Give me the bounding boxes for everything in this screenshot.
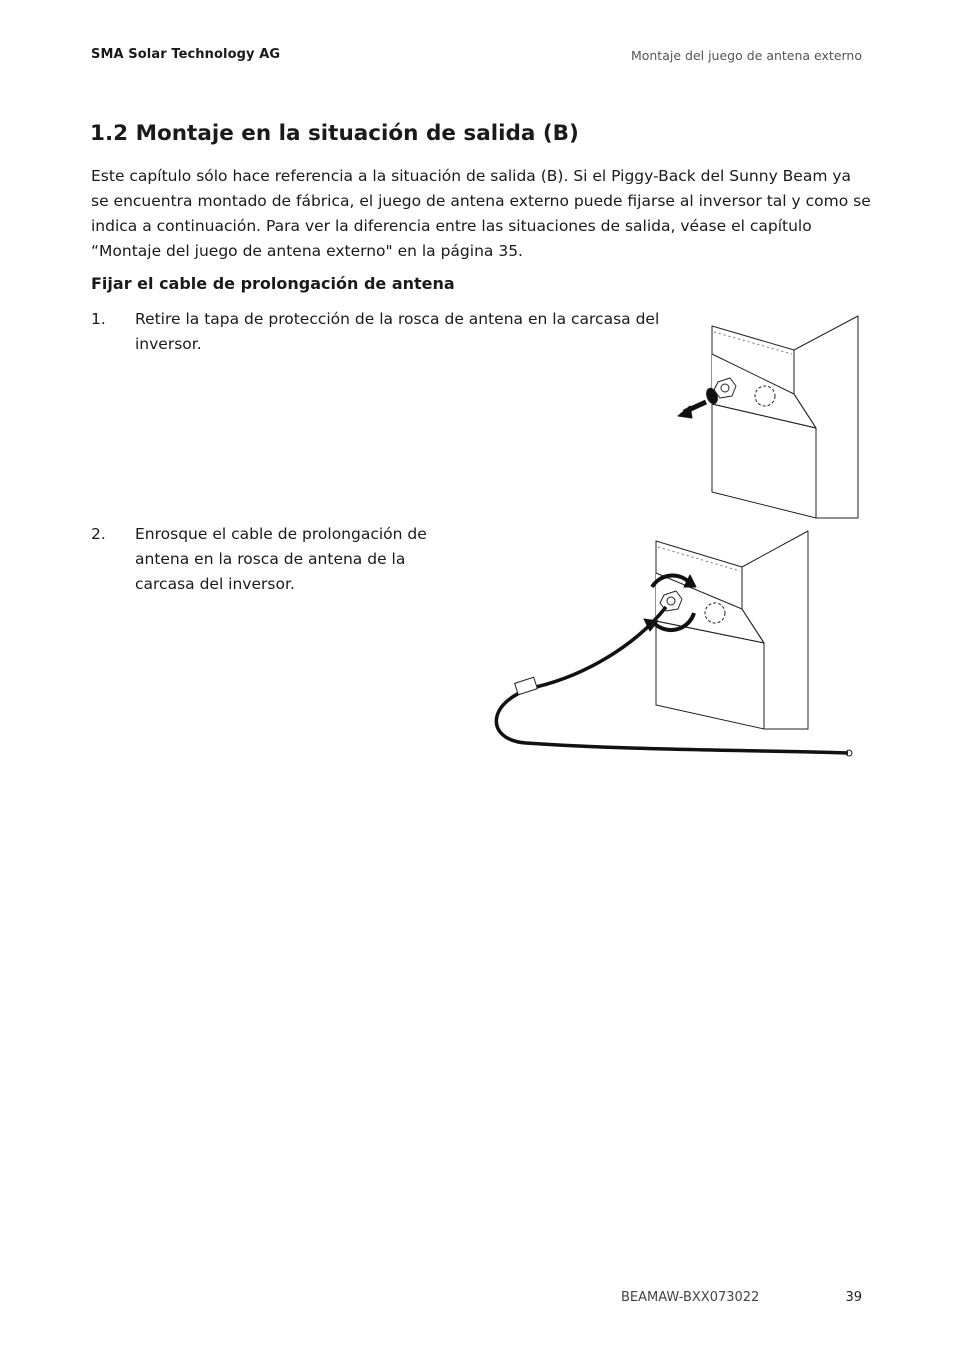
step-text: Retire la tapa de protección de la rosca de antena en la carcasa del inversor.: [135, 310, 660, 353]
page-number: 39: [845, 1290, 862, 1305]
step-text: Enrosque el cable de prolongación de antena en la rosca de antena de la carcasa del inversor.: [135, 525, 427, 593]
screw-cable-illustration: [486, 525, 866, 770]
header-section-title: Montaje del juego de antena externo: [630, 48, 862, 63]
remove-cap-illustration: [666, 310, 866, 525]
section-title: 1.2 Montaje en la situación de salida (B): [90, 121, 579, 146]
step-number: 2.: [91, 525, 106, 543]
intro-paragraph: Este capítulo sólo hace referencia a la situación de salida (B). Si el Piggy-Back del Sunny Beam ya se encuentra montado de fábrica, el juego de antena externo puede fijarse al inversor tal y como se indica a continuación. Para ver la diferencia entre las situaciones de salida, véase el capítulo “Montaje del juego de antena externo" en la página 35.: [91, 167, 871, 260]
subsection-title: Fijar el cable de prolongación de antena: [91, 274, 455, 293]
step-number: 1.: [91, 310, 106, 328]
header-company: SMA Solar Technology AG: [91, 47, 281, 62]
document-code: BEAMAW-BXX073022: [621, 1290, 760, 1305]
